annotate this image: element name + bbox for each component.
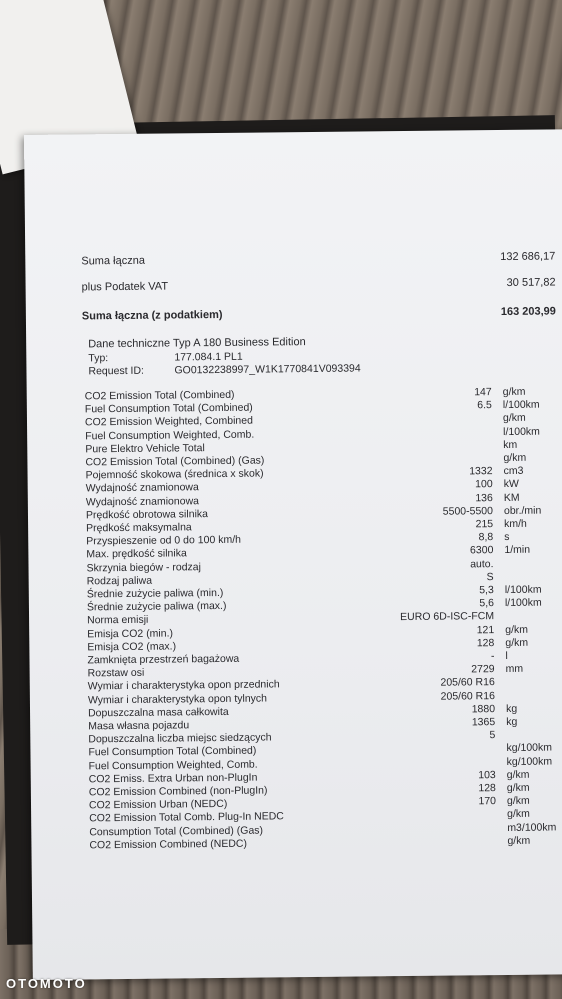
- total-row: [26, 305, 556, 324]
- spec-unit: g/km: [503, 451, 527, 464]
- spec-label: Fuel Consumption Weighted, Comb.: [85, 428, 255, 442]
- spec-label: Przyspieszenie od 0 do 100 km/h: [86, 533, 241, 548]
- spec-unit: 1/min: [504, 544, 531, 557]
- spec-label: Rodzaj paliwa: [86, 574, 153, 588]
- spec-label: CO2 Emission Urban (NEDC): [88, 798, 228, 812]
- spec-label: Consumption Total (Combined) (Gas): [89, 824, 264, 838]
- spec-unit: m3/100km: [507, 821, 557, 834]
- spec-label: Średnie zużycie paliwa (min.): [86, 586, 224, 601]
- spec-unit: g/km: [507, 834, 531, 847]
- spec-unit: obr./min: [503, 504, 542, 517]
- spec-label: Fuel Consumption Total (Combined): [84, 401, 253, 416]
- spec-label: Wydajność znamionowa: [85, 481, 199, 495]
- spec-label: Pojemność skokowa (średnica x skok): [85, 467, 264, 482]
- spec-value: auto.: [470, 557, 494, 570]
- spec-unit: km/h: [504, 517, 527, 530]
- spec-value: 5: [489, 729, 496, 742]
- spec-label: Norma emisji: [87, 614, 149, 627]
- spec-value: 1365: [471, 716, 496, 729]
- spec-value: 1880: [471, 702, 496, 716]
- spec-value: 103: [478, 768, 496, 782]
- spec-value: 5500-5500: [442, 504, 494, 518]
- spec-value: 205/60 R16: [440, 676, 495, 690]
- spec-value: 170: [478, 795, 497, 808]
- spec-value: 147: [474, 386, 492, 399]
- total-value: 163 203,99: [500, 305, 556, 319]
- spec-value: EURO 6D-ISC-FCM: [400, 610, 495, 624]
- spec-unit: g/km: [507, 808, 530, 821]
- typ-value: 177.084.1 PL1: [174, 350, 243, 364]
- spec-label: Masa własna pojazdu: [88, 719, 190, 733]
- spec-label: Prędkość obrotowa silnika: [85, 507, 209, 522]
- spec-label: CO2 Emission Combined (non-PlugIn): [88, 784, 268, 799]
- otomoto-watermark: OTOMOTO: [6, 976, 87, 991]
- spec-unit: g/km: [505, 636, 529, 649]
- spec-unit: l/100km: [504, 596, 542, 610]
- spec-value: 1332: [469, 465, 493, 478]
- spec-value: 215: [475, 518, 494, 531]
- spec-unit: g/km: [502, 412, 526, 425]
- spec-label: Pure Elektro Vehicle Total: [85, 441, 205, 456]
- spec-unit: km: [503, 438, 518, 451]
- spec-label: Średnie zużycie paliwa (max.): [86, 600, 227, 614]
- spec-unit: l/100km: [503, 425, 540, 438]
- spec-label: Dopuszczalna liczba miejsc siedzących: [88, 731, 272, 746]
- spec-unit: l/100km: [502, 398, 540, 412]
- spec-unit: cm3: [503, 464, 524, 478]
- spec-unit: mm: [505, 662, 524, 676]
- spec-unit: kW: [503, 478, 519, 491]
- spec-label: Wydajność znamionowa: [85, 494, 200, 508]
- spec-label: CO2 Emission Total Comb. Plug-In NEDC: [89, 810, 284, 825]
- spec-value: 6300: [469, 544, 494, 557]
- spec-unit: g/km: [505, 623, 529, 636]
- request-label: Request ID:: [88, 364, 144, 378]
- spec-value: S: [486, 570, 494, 583]
- spec-value: 2729: [471, 663, 495, 676]
- spec-unit: kg/100km: [506, 741, 553, 755]
- spec-label: CO2 Emiss. Extra Urban non-PlugIn: [88, 771, 258, 786]
- spec-label: Max. prędkość silnika: [86, 547, 187, 561]
- spec-value: 5,3: [479, 584, 494, 597]
- spec-heading: Dane techniczne Typ A 180 Business Edition: [88, 336, 306, 351]
- spec-label: Dopuszczalna masa całkowita: [87, 705, 229, 720]
- spec-label: Emisja CO2 (min.): [87, 627, 174, 640]
- spec-value: 100: [475, 478, 493, 491]
- total-label: Suma łączna (z podatkiem): [81, 308, 223, 323]
- spec-value: 121: [476, 623, 495, 636]
- spec-unit: kg/100km: [506, 755, 553, 768]
- spec-unit: kg: [506, 715, 518, 728]
- spec-unit: g/km: [506, 794, 530, 808]
- spec-label: Wymiar i charakterystyka opon przednich: [87, 678, 280, 693]
- total-value: 132 686,17: [500, 250, 556, 264]
- total-row: [25, 250, 556, 269]
- spec-unit: s: [504, 531, 510, 544]
- spec-label: CO2 Emission Total (Combined) (Gas): [85, 454, 265, 469]
- spec-value: 8,8: [478, 531, 494, 544]
- spec-value: 5,6: [479, 597, 494, 610]
- spec-unit: kg: [505, 702, 518, 715]
- spec-label: Emisja CO2 (max.): [87, 640, 177, 654]
- total-label: Suma łączna: [81, 254, 145, 268]
- spec-label: Zamknięta przestrzeń bagażowa: [87, 652, 240, 667]
- spec-unit: g/km: [502, 385, 526, 399]
- spec-unit: KM: [503, 491, 520, 504]
- spec-label: CO2 Emission Combined (NEDC): [89, 837, 248, 852]
- spec-value: 6.5: [477, 399, 492, 412]
- spec-label: CO2 Emission Weighted, Combined: [84, 415, 253, 429]
- spec-value: 128: [478, 782, 496, 795]
- spec-value: 205/60 R16: [440, 689, 495, 703]
- spec-label: Wymiar i charakterystyka opon tylnych: [87, 692, 268, 706]
- spec-label: Fuel Consumption Weighted, Comb.: [88, 758, 258, 772]
- typ-label: Typ:: [88, 352, 109, 365]
- spec-value: -: [490, 650, 495, 663]
- spec-label: Rozstaw osi: [87, 666, 145, 680]
- total-label: plus Podatek VAT: [81, 280, 169, 294]
- total-value: 30 517,82: [506, 276, 556, 289]
- spec-unit: l/100km: [504, 583, 542, 596]
- spec-unit: g/km: [506, 781, 530, 794]
- document-sheet: [24, 129, 562, 980]
- spec-unit: g/km: [506, 768, 530, 781]
- total-row: [26, 276, 556, 295]
- spec-value: 128: [476, 636, 495, 650]
- spec-label: Fuel Consumption Total (Combined): [88, 744, 257, 759]
- spec-label: Skrzynia biegów - rodzaj: [86, 560, 201, 574]
- request-value: GO0132238997_W1K1770841V093394: [174, 362, 361, 377]
- spec-label: CO2 Emission Total (Combined): [84, 388, 235, 403]
- spec-label: Prędkość maksymalna: [86, 521, 192, 535]
- spec-unit: l: [505, 649, 508, 662]
- spec-value: 136: [475, 491, 493, 504]
